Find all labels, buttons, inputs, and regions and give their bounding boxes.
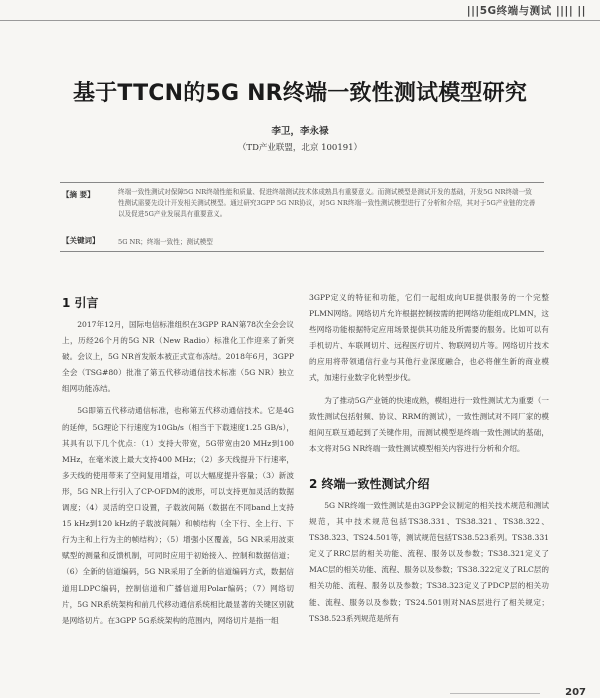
abstract-text: 终端一致性测试对保障5G NR终端性能和质量、促进终端测试技术体成熟具有重要意义。而测试模型是测试开发的基础，开发5G NR终端一致性测试需要先设计开发相关测试模型。通过研究3GPP 5G NR协议，对5G NR终端一致性测试模型进行了分析和介绍，其对于5G产业链的完善以及促进5G产业发展具有重要意义。 [118,188,536,218]
page-number: 207 [565,687,586,698]
affiliation: （TD产业联盟，北京 100191） [237,143,363,153]
running-header-label: |||5G终端与测试 |||| || [466,5,586,17]
section-heading-2: 2 终端一致性测试介绍 [309,476,430,491]
keywords-tag: 【关键词】 [62,236,100,245]
right-column [309,290,549,627]
paragraph: 为了推动5G产业链的快速成熟，模组进行一致性测试尤为重要（一致性测试包括射频、协议、RRM的测试），一致性测试对不同厂家的模组间互联互通起到了关键作用，而测试模型是终端一致性测试的基础，本文将对5G NR终端一致性测试模型相关内容进行分析和介绍。 [309,395,549,453]
left-column [62,290,294,629]
authors: 李卫，李永禄 [271,126,329,137]
paragraph: 5G即第五代移动通信标准，也称第五代移动通信技术。它是4G的延伸，5G理论下行速度为10Gb/s（相当于下载速度1.25 GB/s），其具有以下几个优点：（1）支持大带宽，5G带宽由20 MHz到100 MHz，在毫米波上最大支持400 MHz；（2）多天线提升下行速率，多天线的使用带来了空间复用增益，可以大幅度提升容量；（3）新波形，5G NR上行引入了CP-OFDM的波形，可以支持更加灵活的数据调度；（4）灵活的空口设置，子载波间隔（数据在不同band上支持15 kHz到120 kHz的子载波间隔）和帧结构（全下行、全上行、下行为主和上行为主的帧结构）；（5）增强小区覆盖，5G NR采用波束赋型的测量和反馈机制，可同时应用于初始接入、控制和数据信道；（6）全新的信道编码，5G NR采用了全新的信道编码方式，数据信道用LDPC编码，控制信道和广播信道用Polar编码；（7）网络切片，5G NR系统架构和前几代移动通信系统相比最显著的关键区别就是网络切片。在3GPP 5G系统架构的范围内，网络切片是指一组 [62,406,294,625]
footer-rule [450,693,540,694]
paragraph: 2017年12月，国际电信标准组织在3GPP RAN第78次全会会议上，历经26个月的5G NR（New Radio）标准化工作迎来了新突破。会议上，5G NR首发版本被正式宣布冻结。2018年6月，3GPP全会（TSG#80）批准了第五代移动通信技术标准（5G NR）独立组网功能冻结。 [62,320,294,394]
keywords-text: 5G NR；终端一致性；测试模型 [118,238,213,246]
paragraph: 5G NR终端一致性测试是由3GPP会议制定的相关技术规范和测试规范，其中技术规范包括TS38.331、TS38.321、TS38.322、TS38.323、TS24.501等，测试规范包括TS38.523系列。TS38.331定义了RRC层的相关功能、流程、服务以及参数；TS38.321定义了MAC层的相关功能、流程、服务以及参数；TS38.322定义了RLC层的相关功能、流程、服务以及参数；TS38.323定义了PDCP层的相关功能、流程、服务以及参数；TS24.501则对NAS层进行了相关规定；TS38.523系列规范是所有 [309,500,549,623]
section-heading-1: 1 引言 [62,296,99,310]
abstract-tag: 【摘 要】 [62,190,95,199]
paper-title: 基于TTCN的5G NR终端一致性测试模型研究 [72,81,528,106]
paragraph-continued: 3GPP定义的特征和功能，它们一起组成向UE提供服务的一个完整PLMN网络。网络切片允许根据控制按需的把网络功能组成PLMN，这些网络功能根据特定应用场景提供其功能及所需要的服务。比如可以有手机切片、车联网切片、远程医疗切片、物联网切片等。网络切片技术的应用将带领通信行业与其他行业深度融合，也必将催生新的商业模式，加速行业数字化转型步伐。 [309,293,549,383]
